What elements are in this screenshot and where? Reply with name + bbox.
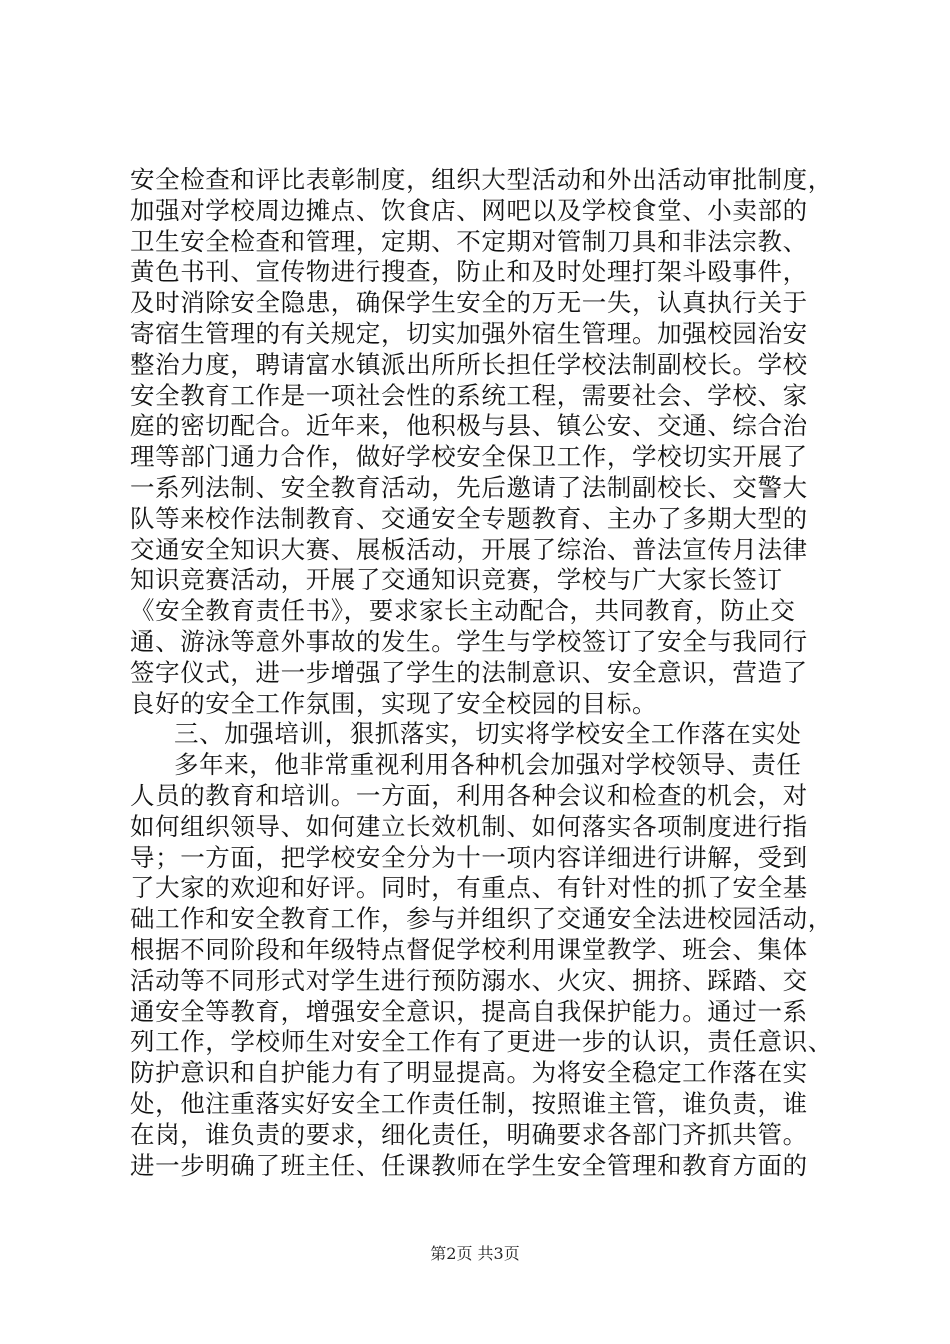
text-line: 卫生安全检查和管理，定期、不定期对管制刀具和非法宗教、 xyxy=(130,226,808,256)
text-line: 加强对学校周边摊点、饮食店、网吧以及学校食堂、小卖部的 xyxy=(130,195,808,225)
text-line: 知识竞赛活动，开展了交通知识竞赛，学校与广大家长签订 xyxy=(130,565,783,595)
text-line: 理等部门通力合作，做好学校安全保卫工作，学校切实开展了 xyxy=(130,442,808,472)
text-line: 整治力度，聘请富水镇派出所所长担任学校法制副校长。学校 xyxy=(130,349,808,379)
text-line: 安全教育工作是一项社会性的系统工程，需要社会、学校、家 xyxy=(130,380,808,410)
text-line: 庭的密切配合。近年来，他积极与县、镇公安、交通、综合治 xyxy=(130,411,808,441)
text-line: 通、游泳等意外事故的发生。学生与学校签订了安全与我同行 xyxy=(130,626,808,656)
document-body xyxy=(130,165,833,1181)
text-line: 活动等不同形式对学生进行预防溺水、火灾、拥挤、踩踏、交 xyxy=(130,965,808,995)
text-line: 进一步明确了班主任、任课教师在学生安全管理和教育方面的 xyxy=(130,1150,808,1180)
text-line: 一系列法制、安全教育活动，先后邀请了法制副校长、交警大 xyxy=(130,472,808,502)
text-line: 如何组织领导、如何建立长效机制、如何落实各项制度进行指 xyxy=(130,811,808,841)
text-line: 通安全等教育，增强安全意识，提高自我保护能力。通过一系 xyxy=(130,996,808,1026)
text-line: 处，他注重落实好安全工作责任制，按照谁主管，谁负责，谁 xyxy=(130,1088,808,1118)
text-line: 多年来，他非常重视利用各种机会加强对学校领导、责任 xyxy=(174,750,802,780)
text-line: 良好的安全工作氛围，实现了安全校园的目标。 xyxy=(130,688,658,718)
text-line: 队等来校作法制教育、交通安全专题教育、主办了多期大型的 xyxy=(130,503,808,533)
page-number-footer: 第2页 共3页 xyxy=(430,1244,520,1263)
text-line: 及时消除安全隐患，确保学生安全的万无一失，认真执行关于 xyxy=(130,288,808,318)
text-line: 《安全教育责任书》，要求家长主动配合，共同教育，防止交 xyxy=(130,596,796,626)
text-line: 寄宿生管理的有关规定，切实加强外宿生管理。加强校园治安 xyxy=(130,318,808,348)
text-line: 根据不同阶段和年级特点督促学校利用课堂教学、班会、集体 xyxy=(130,934,808,964)
text-line: 础工作和安全教育工作，参与并组织了交通安全法进校园活动， xyxy=(130,904,833,934)
text-line: 防护意识和自护能力有了明显提高。为将安全稳定工作落在实 xyxy=(130,1058,808,1088)
text-line: 列工作，学校师生对安全工作有了更进一步的认识，责任意识、 xyxy=(130,1027,833,1057)
text-line: 导；一方面，把学校安全分为十一项内容详细进行讲解，受到 xyxy=(130,842,808,872)
text-line: 在岗，谁负责的要求，细化责任，明确要求各部门齐抓共管。 xyxy=(130,1119,808,1149)
text-line: 人员的教育和培训。一方面，利用各种会议和检查的机会，对 xyxy=(130,780,808,810)
text-line: 签字仪式，进一步增强了学生的法制意识、安全意识，营造了 xyxy=(130,657,808,687)
section-heading: 三、加强培训，狠抓落实，切实将学校安全工作落在实处 xyxy=(174,719,802,749)
text-line: 安全检查和评比表彰制度，组织大型活动和外出活动审批制度， xyxy=(130,165,833,194)
text-line: 了大家的欢迎和好评。同时，有重点、有针对性的抓了安全基 xyxy=(130,873,808,903)
text-line: 交通安全知识大赛、展板活动，开展了综治、普法宣传月法律 xyxy=(130,534,808,564)
text-line: 黄色书刊、宣传物进行搜查，防止和及时处理打架斗殴事件， xyxy=(130,257,808,287)
